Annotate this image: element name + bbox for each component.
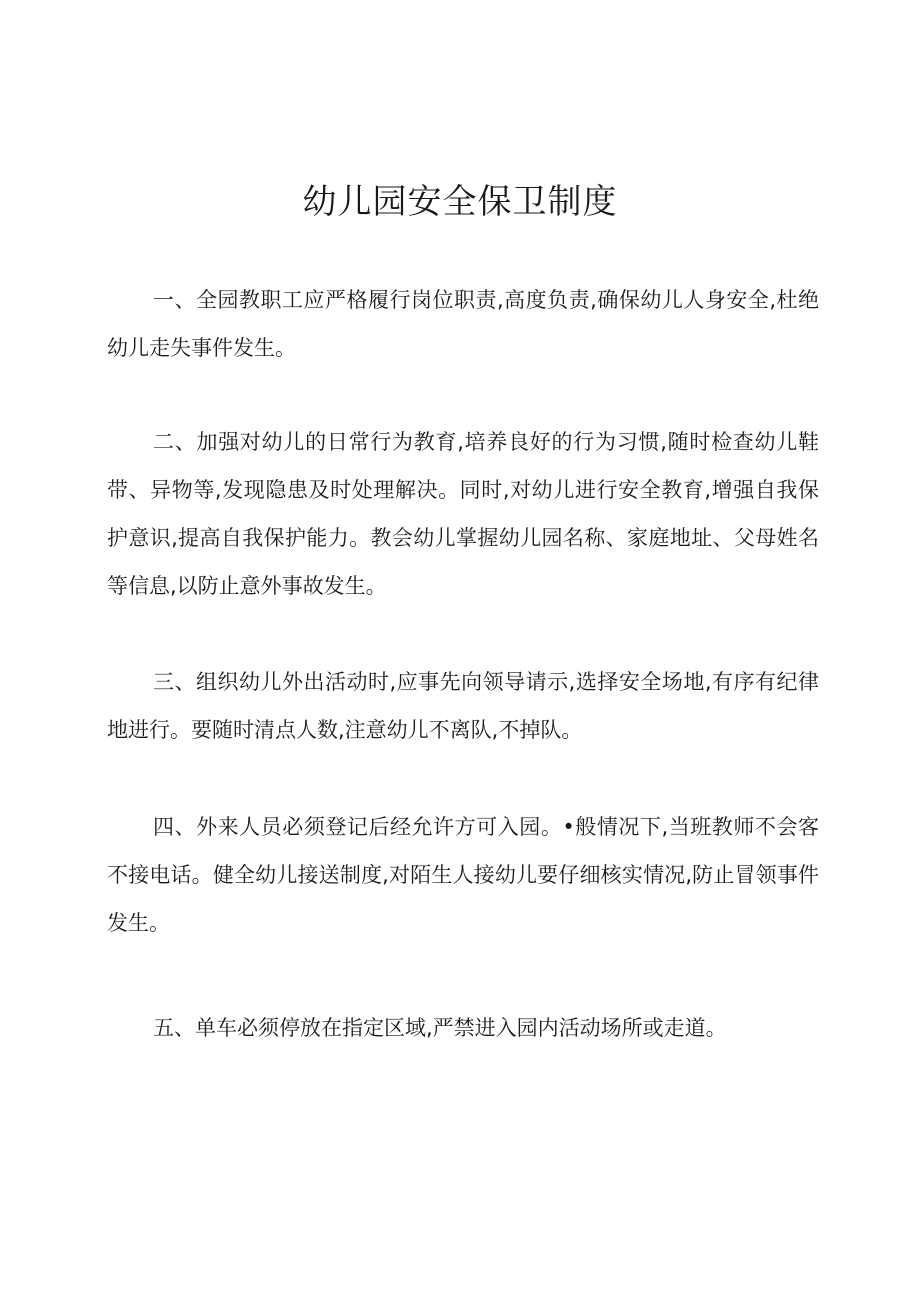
- page-title: 幼儿园安全保卫制度: [302, 182, 618, 222]
- paragraph-1: 一、全园教职工应严格履行岗位职责,高度负责,确保幼儿人身安全,杜绝幼儿走失事件发生。: [107, 288, 819, 360]
- paragraph-3: 三、组织幼儿外出活动时,应事先向领导请示,选择安全场地,有序有纪律地进行。要随时清点人数,注意幼儿不离队,不掉队。: [107, 670, 819, 742]
- paragraph-5: 五、单车必须停放在指定区域,严禁进入园内活动场所或走道。: [153, 1016, 727, 1040]
- paragraph-2: 二、加强对幼儿的日常行为教育,培养良好的行为习惯,随时检查幼儿鞋带、异物等,发现隐患及时处理解决。同时,对幼儿进行安全教育,增强自我保护意识,提高自我保护能力。教会幼儿掌握幼儿园名称、家庭地址、父母姓名等信息,以防止意外事故发生。: [107, 430, 819, 598]
- paragraph-4: 四、外来人员必须登记后经允许方可入园。•般情况下,当班教师不会客不接电话。健全幼儿接送制度,对陌生人接幼儿要仔细核实情况,防止冒领事件发生。: [107, 815, 819, 935]
